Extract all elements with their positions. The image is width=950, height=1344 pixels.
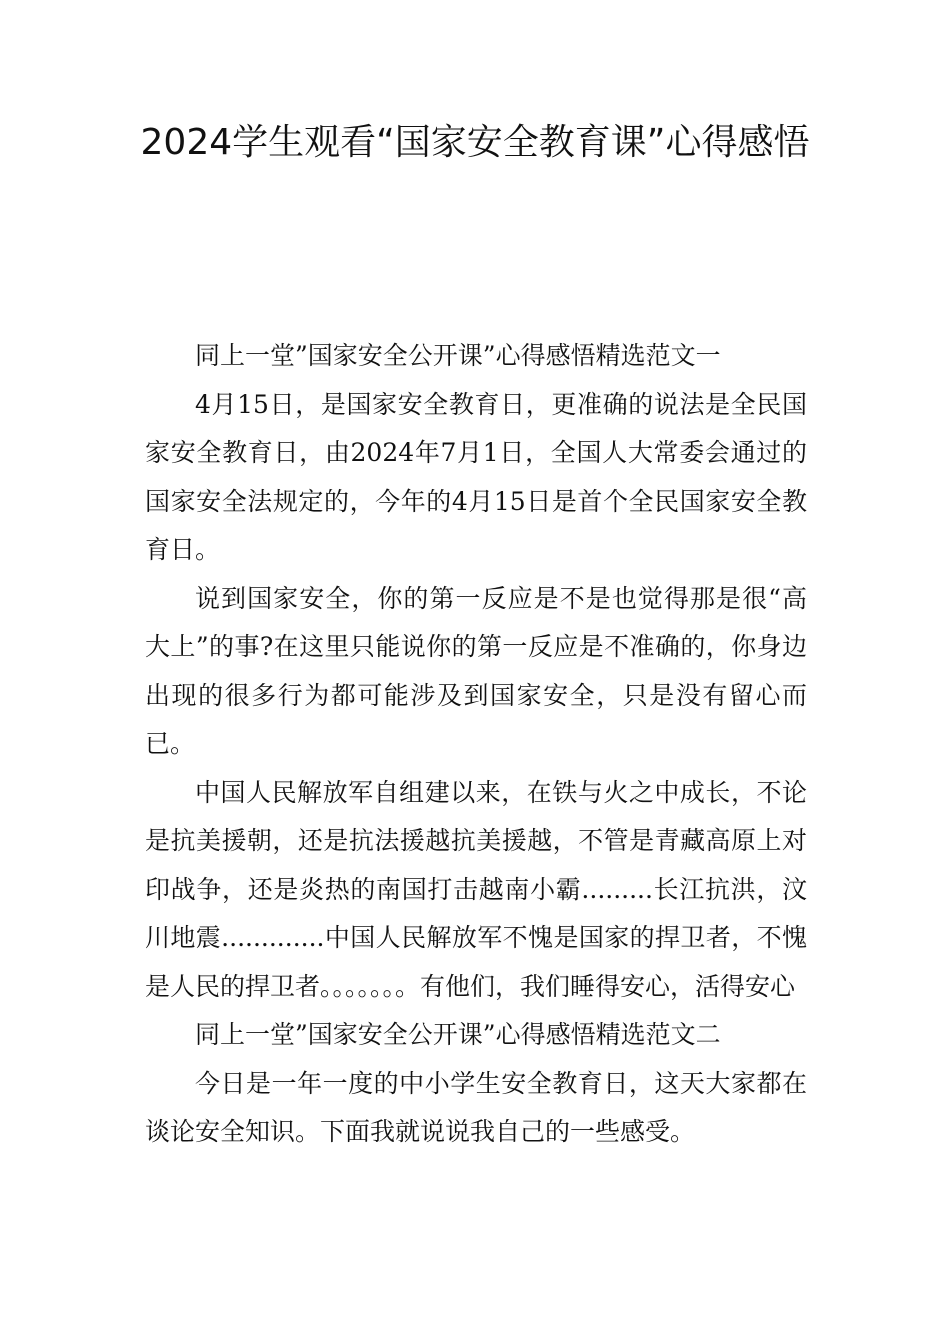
paragraph: 4月15日，是国家安全教育日，更准确的说法是全民国家安全教育日，由2024年7月1日，全国人大常委会通过的国家安全法规定的，今年的4月15日是首个全民国家安全教育日。 <box>145 389 807 564</box>
section-heading-2: 同上一堂”国家安全公开课”心得感悟精选范文二 <box>195 1020 721 1049</box>
section-heading-1: 同上一堂”国家安全公开课”心得感悟精选范文一 <box>195 341 721 370</box>
document-body <box>145 332 807 1157</box>
paragraph: 说到国家安全，你的第一反应是不是也觉得那是很“高大上”的事?在这里只能说你的第一反应是不准确的，你身边出现的很多行为都可能涉及到国家安全，只是没有留心而已。 <box>145 583 807 758</box>
paragraph: 今日是一年一度的中小学生安全教育日，这天大家都在谈论安全知识。下面我就说说我自己的一些感受。 <box>145 1068 807 1146</box>
document-title: 2024学生观看“国家安全教育课”心得感悟 <box>140 122 810 163</box>
paragraph: 中国人民解放军自组建以来，在铁与火之中成长，不论是抗美援朝，还是抗法援越抗美援越，不管是青藏高原上对印战争，还是炎热的南国打击越南小霸.........长江抗洪，汶川地震.............中国人民解放军不愧是国家的捍卫者，不愧是人民的捍卫者。。。。。。。有他们，我们睡得安心，活得安心 <box>145 777 807 1001</box>
